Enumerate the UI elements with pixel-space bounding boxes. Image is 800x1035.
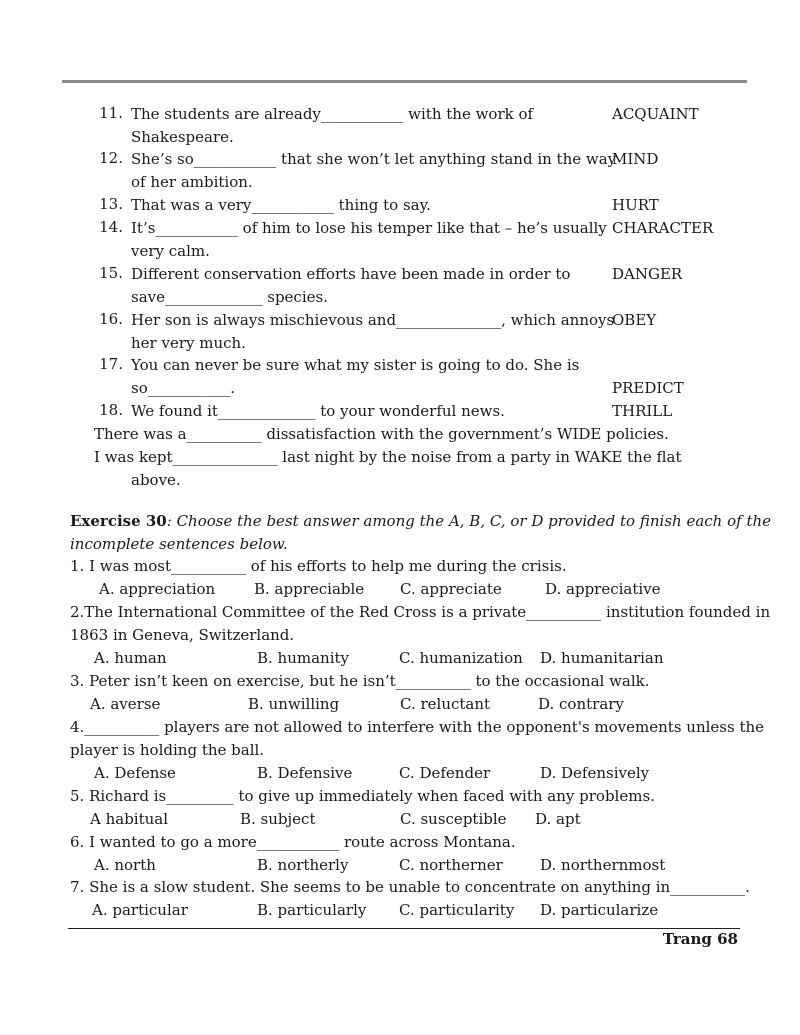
item-text: The students are already___________ with the work of — [131, 105, 534, 123]
item-text: Different conservation efforts have been made in order to — [131, 265, 571, 283]
bottom-rule — [68, 928, 740, 929]
page-number: Trang 68 — [662, 930, 738, 948]
item-text: We found it_____________ to your wonderful news. — [131, 402, 505, 420]
item-text: save_____________ species. — [131, 288, 328, 306]
answer-option[interactable]: C. northerner — [399, 856, 503, 874]
question-text: 7. She is a slow student. She seems to be unable to concentrate on anything in__________. — [70, 878, 750, 896]
answer-option[interactable]: A habitual — [90, 810, 169, 828]
question-text: 5. Richard is_________ to give up immediately when faced with any problems. — [70, 787, 655, 805]
answer-option[interactable]: A. human — [94, 649, 167, 667]
answer-option[interactable]: A. appreciation — [99, 580, 216, 598]
answer-option[interactable]: D. apt — [535, 810, 581, 828]
answer-option[interactable]: B. Defensive — [257, 764, 353, 782]
item-text: That was a very___________ thing to say. — [131, 196, 431, 214]
question-text: 1863 in Geneva, Switzerland. — [70, 626, 295, 644]
item-keyword: PREDICT — [612, 379, 684, 397]
question-text: 6. I wanted to go a more___________ route across Montana. — [70, 833, 516, 851]
answer-option[interactable]: C. reluctant — [400, 695, 491, 713]
question-text: 1. I was most__________ of his efforts to help me during the crisis. — [70, 557, 567, 575]
exercise-heading — [70, 511, 771, 531]
item-keyword: MIND — [612, 150, 659, 168]
item-number: 17. — [99, 355, 123, 373]
answer-option[interactable]: D. appreciative — [545, 580, 661, 598]
exercise-instruction: incomplete sentences below. — [70, 535, 288, 553]
answer-option[interactable]: C. susceptible — [400, 810, 507, 828]
item-keyword: THRILL — [612, 402, 673, 420]
question-text: 3. Peter isn’t keen on exercise, but he isn’t__________ to the occasional walk. — [70, 672, 650, 690]
item-keyword: HURT — [612, 196, 659, 214]
extra-item-text: I was kept______________ last night by the noise from a party in WAKE the flat — [94, 448, 682, 466]
answer-option[interactable]: D. Defensively — [540, 764, 650, 782]
item-text: You can never be sure what my sister is going to do. She is — [131, 356, 580, 374]
item-number: 15. — [99, 264, 123, 282]
answer-option[interactable]: C. Defender — [399, 764, 491, 782]
question-text: player is holding the ball. — [70, 741, 265, 759]
extra-item-text: above. — [131, 471, 181, 489]
answer-option[interactable]: C. particularity — [399, 901, 515, 919]
item-keyword: OBEY — [612, 311, 657, 329]
answer-option[interactable]: D. humanitarian — [540, 649, 664, 667]
item-text: very calm. — [131, 242, 210, 260]
item-keyword: ACQUAINT — [612, 105, 699, 123]
answer-option[interactable]: C. humanization — [399, 649, 523, 667]
answer-option[interactable]: A. averse — [90, 695, 161, 713]
top-rule — [62, 80, 747, 83]
item-number: 12. — [99, 149, 123, 167]
item-keyword: CHARACTER — [612, 219, 714, 237]
question-text: 2.The International Committee of the Red Cross is a private__________ institution founded in — [70, 603, 771, 621]
answer-option[interactable]: B. subject — [240, 810, 316, 828]
answer-option[interactable]: D. particularize — [540, 901, 659, 919]
answer-option[interactable]: A. Defense — [94, 764, 176, 782]
item-keyword: DANGER — [612, 265, 683, 283]
answer-option[interactable]: D. contrary — [538, 695, 624, 713]
exercise-instruction: : Choose the best answer among the A, B, C, or D provided to finish each of the — [166, 512, 772, 530]
answer-option[interactable]: A. north — [94, 856, 156, 874]
answer-option[interactable]: B. appreciable — [254, 580, 365, 598]
item-text: It’s___________ of him to lose his temper like that – he’s usually — [131, 219, 607, 237]
answer-option[interactable]: C. appreciate — [400, 580, 502, 598]
item-text: her very much. — [131, 334, 246, 352]
answer-option[interactable]: B. humanity — [257, 649, 350, 667]
item-text: Her son is always mischievous and______________, which annoys — [131, 311, 615, 329]
answer-option[interactable]: B. particularly — [257, 901, 367, 919]
answer-option[interactable]: B. unwilling — [248, 695, 340, 713]
answer-option[interactable]: B. northerly — [257, 856, 349, 874]
item-number: 14. — [99, 218, 123, 236]
exercise-title: Exercise 30 — [70, 512, 167, 530]
extra-item-text: There was a__________ dissatisfaction with the government’s WIDE policies. — [94, 425, 669, 443]
item-number: 13. — [99, 195, 123, 213]
item-number: 11. — [99, 104, 123, 122]
item-text: Shakespeare. — [131, 128, 234, 146]
answer-option[interactable]: D. northernmost — [540, 856, 666, 874]
answer-option[interactable]: A. particular — [92, 901, 188, 919]
item-number: 16. — [99, 310, 123, 328]
item-number: 18. — [99, 401, 123, 419]
item-text: of her ambition. — [131, 173, 253, 191]
item-text: so___________. — [131, 379, 235, 397]
item-text: She’s so___________ that she won’t let anything stand in the way — [131, 150, 617, 168]
question-text: 4.__________ players are not allowed to interfere with the opponent's movements unless the — [70, 718, 765, 736]
